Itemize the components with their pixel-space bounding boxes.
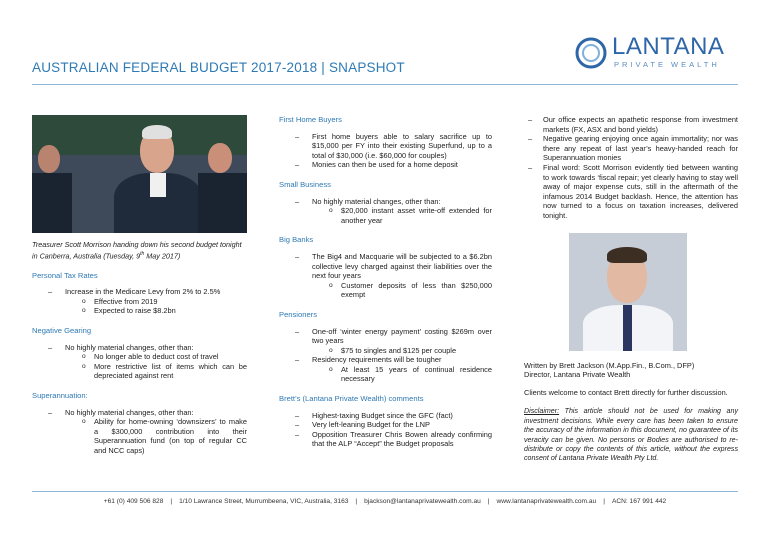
logo-ring-icon [574,36,608,70]
footer: +61 (0) 409 506 828 | 1/10 Lawrance Street, Murrumbeena, VIC, Australia, 3163 | bjackson@lantanaprivatewealth.com.au | www.lantanaprivatewealth.com.au | ACN: 167 991 442 [103,498,667,505]
list-item: – Increase in the Medicare Levy from 2% to 2.5% [32,287,247,297]
superannuation-list [32,408,247,456]
disclaimer: Disclaimer: This article should not be used for making any investment decisions. While every care has been taken to ensure the accuracy of the information in this document, no guarantee of its veracity can be given. No persons or Bodies are authorised to re-distribute or copy the contents of this article, without the express consent of Lantana Private Wealth Pty Ltd. [524,407,738,463]
list-item: – One-off ‘winter energy payment’ costing $269m over two years [279,327,492,346]
negative-gearing-list [32,343,247,381]
sub-list-item: o Customer deposits of less than $250,000 exempt [279,281,492,300]
sub-list-item: o Expected to raise $8.2bn [32,306,247,316]
sub-list-item: o No longer able to deduct cost of travel [32,352,247,362]
heading-comments: Brett’s (Lantana Private Wealth) comments [279,394,424,404]
author-credit [524,361,738,380]
logo-name: LANTANA [612,33,725,60]
pensioners-list [279,327,492,385]
personal-tax-list [32,287,247,316]
list-item: – Very left-leaning Budget for the LNP [279,420,492,430]
sub-list-item: o $75 to singles and $125 per couple [279,346,492,356]
heading-superannuation: Superannuation: [32,390,88,400]
list-item: – Highest-taxing Budget since the GFC (fact) [279,411,492,421]
sub-list-item: o Ability for home-owning ‘downsizers’ to make a $300,000 contribution into their Superannuation fund (on top of regular CC and NCC caps) [32,417,247,455]
lantana-logo [574,33,734,72]
logo-subtitle: PRIVATE WEALTH [614,60,720,69]
footer-email[interactable]: bjackson@lantanaprivatewealth.com.au [364,498,481,505]
contact-note: Clients welcome to contact Brett directly for further discussion. [524,387,728,397]
column-middle [279,115,492,449]
treasurer-photo [32,115,247,233]
heading-pensioners: Pensioners [279,309,317,319]
heading-big-banks: Big Banks [279,235,314,245]
footer-address: 1/10 Lawrance Street, Murrumbeena, VIC, Australia, 3163 [179,498,349,505]
column-left [32,115,247,455]
author-title: Director, Lantana Private Wealth [524,370,631,380]
small-business-list [279,197,492,226]
heading-negative-gearing: Negative Gearing [32,325,92,335]
footer-website[interactable]: www.lantanaprivatewealth.com.au [496,498,597,505]
sub-list-item: o More restrictive list of items which can be depreciated against rent [32,362,247,381]
list-item: – Residency requirements will be tougher [279,355,492,365]
comments-list [279,411,492,449]
photo-caption: Treasurer Scott Morrison handing down his second budget tonight in Canberra, Australia (Tuesday, 9th May 2017) [32,240,242,260]
footer-acn: ACN: 167 991 442 [611,498,667,505]
sub-list-item: o $20,000 instant asset write-off extended for another year [279,206,492,225]
list-item: – Opposition Treasurer Chris Bowen already confirming that the ALP “Accept” the Budget proposals [279,430,492,449]
list-item: – First home buyers able to salary sacrifice up to $15,000 per FY into their existing Superfund, up to a total of $30,000 (i.e. $60,000 for couples) [279,132,492,161]
author-photo [569,233,687,351]
sub-list-item: o At least 15 years of continual residence necessary [279,365,492,384]
heading-personal-tax: Personal Tax Rates [32,270,98,280]
heading-small-business: Small Business [279,179,331,189]
list-item: – No highly material changes, other than: [279,197,492,207]
heading-first-home-buyers: First Home Buyers [279,115,342,124]
column-right [524,115,738,464]
list-item: – Final word: Scott Morrison evidently tied between wanting to work towards ‘fiscal repair; yet clearly having to stay well away of major expense cuts, still in the aftermath of the infamous 2014 Budget backlash. Hence, the attention has now turned to a focus on taxation increases, delivered tonight. [524,163,738,221]
first-home-list [279,132,492,170]
list-item: – The Big4 and Macquarie will be subjected to a $6.2bn collective levy charged against their liabilities over the next four years [279,252,492,281]
header-divider [32,84,738,85]
big-banks-list [279,252,492,300]
footer-phone: +61 (0) 409 506 828 [103,498,164,505]
footer-divider [32,491,738,492]
list-item: – Negative gearing enjoying once again immortality; nor was there any repeat of last year’s heavy-handed reach for Superannuation monies [524,134,738,163]
list-item: – No highly material changes, other than: [32,408,247,418]
list-item: – Monies can then be used for a home deposit [279,160,492,170]
author-name: Written by Brett Jackson (M.App.Fin., B.Com., DFP) [524,360,695,370]
list-item: – Our office expects an apathetic response from investment markets (FX, ASX and bond yields) [524,115,738,134]
page-title: AUSTRALIAN FEDERAL BUDGET 2017-2018 | SNAPSHOT [32,60,405,75]
list-item: – No highly material changes, other than: [32,343,247,353]
comments-continued-list [524,115,738,221]
sub-list-item: o Effective from 2019 [32,297,247,307]
